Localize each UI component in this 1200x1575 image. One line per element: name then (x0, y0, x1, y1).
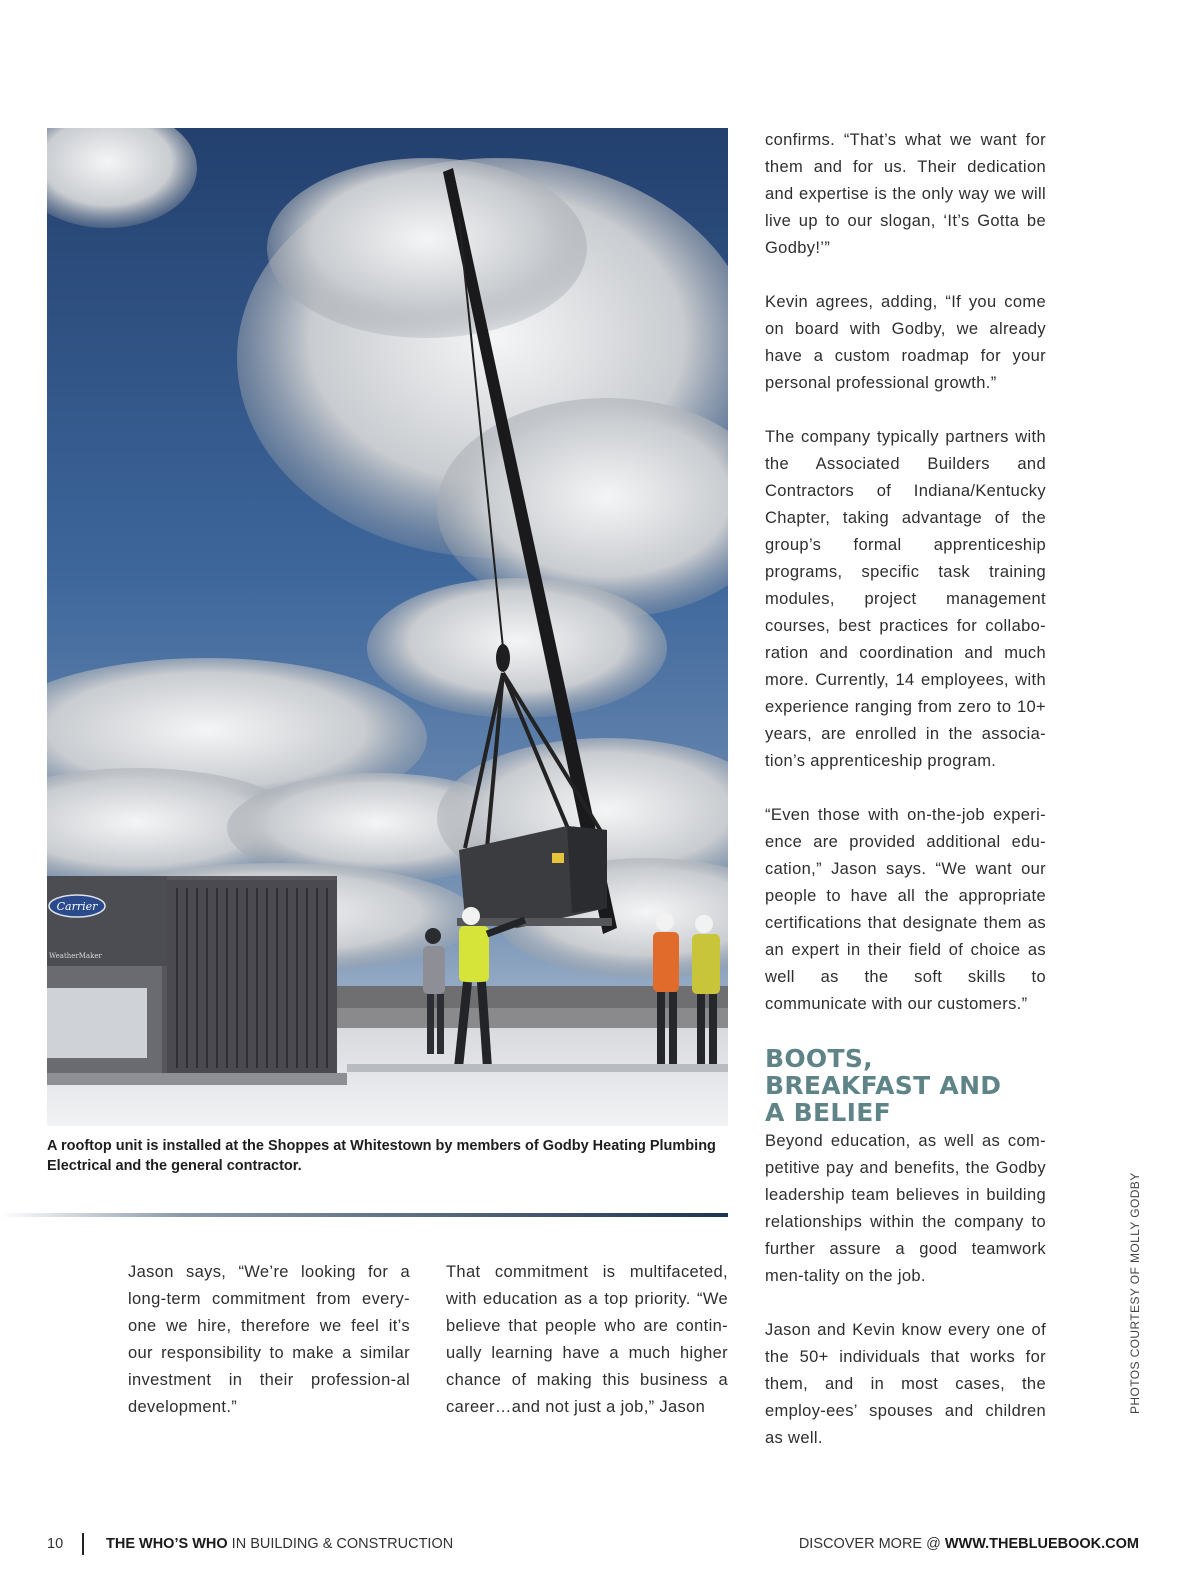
website-link[interactable]: WWW.THEBLUEBOOK.COM (944, 1536, 1139, 1552)
column-c (765, 127, 1046, 1452)
weathermaker-label: WeatherMaker (49, 952, 102, 960)
paragraph: confirms. “That’s what we want for them and for us. Their dedication and expertise is the only way we will live up to our slogan, ‘It’s Gotta be Godby!’” (765, 131, 1046, 257)
section-subhead (765, 1045, 1046, 1126)
photo-credit-text: PHOTOS COURTESY OF MOLLY GODBY (1128, 1172, 1142, 1414)
paragraph: Beyond education, as well as com-petitive pay and benefits, the Godby leadership team believes in building relationships within the company to further assure a good teamwork men-tality on the job. (765, 1132, 1046, 1285)
paragraph: Jason says, “We’re looking for a long-term commitment from every-one we hire, therefore we feel it’s our responsibility to make a similar investment in their profession-al development.” (128, 1263, 410, 1416)
publication-title-rest: IN BUILDING & CONSTRUCTION (227, 1536, 454, 1552)
paragraph: The company typically partners with the Associated Builders and Contractors of Indiana/Kentucky Chapter, taking advantage of the group’s formal apprenticeship programs, specific task training modules, project management courses, best practices for collabo-ration and coordination and much more. Currently, 14 employees, with experience ranging from zero to 10+ years, are enrolled in the associa-tion’s apprenticeship program. (765, 428, 1046, 770)
page-number: 10 (47, 1536, 64, 1552)
subhead-line-1: BOOTS, (765, 1044, 873, 1073)
carrier-logo-text: Carrier (56, 900, 98, 913)
section-divider (0, 1213, 728, 1217)
footer-separator (82, 1533, 84, 1555)
publication-title-bold: THE WHO’S WHO (106, 1536, 228, 1552)
photo-credit (1127, 1172, 1143, 1414)
paragraph: Kevin agrees, adding, “If you come on board with Godby, we already have a custom roadmap for your personal professional growth.” (765, 293, 1046, 392)
discover-more (799, 1534, 1139, 1554)
crane-rooftop-photo (47, 128, 728, 1126)
photo-caption: A rooftop unit is installed at the Shoppes at Whitestown by members of Godby Heating Plumbing Electrical and the general contractor. (47, 1138, 716, 1174)
column-b (446, 1259, 728, 1421)
column-a (128, 1259, 410, 1421)
paragraph: “Even those with on-the-job experi-ence are provided additional edu-cation,” Jason says. “We want our people to have all the appropriate certifications that designate them as an expert in their field of choice as well as the soft skills to communicate with our customers.” (765, 806, 1046, 1013)
paragraph: That commitment is multifaceted, with education as a top priority. “We believe that people who are contin-ually learning have a much higher chance of making this business a career…and not just a job,” Jason (446, 1263, 728, 1416)
subhead-line-2: BREAKFAST AND (765, 1071, 1002, 1100)
discover-more-prefix: DISCOVER MORE @ (798, 1536, 945, 1552)
subhead-line-3: A BELIEF (765, 1098, 891, 1127)
photo-illustration (47, 128, 728, 1126)
paragraph: Jason and Kevin know every one of the 50+ individuals that works for them, and in most cases, the employ-ees’ spouses and children as well. (765, 1321, 1046, 1447)
carrier-unit (47, 876, 347, 1085)
publication-title (106, 1534, 453, 1554)
